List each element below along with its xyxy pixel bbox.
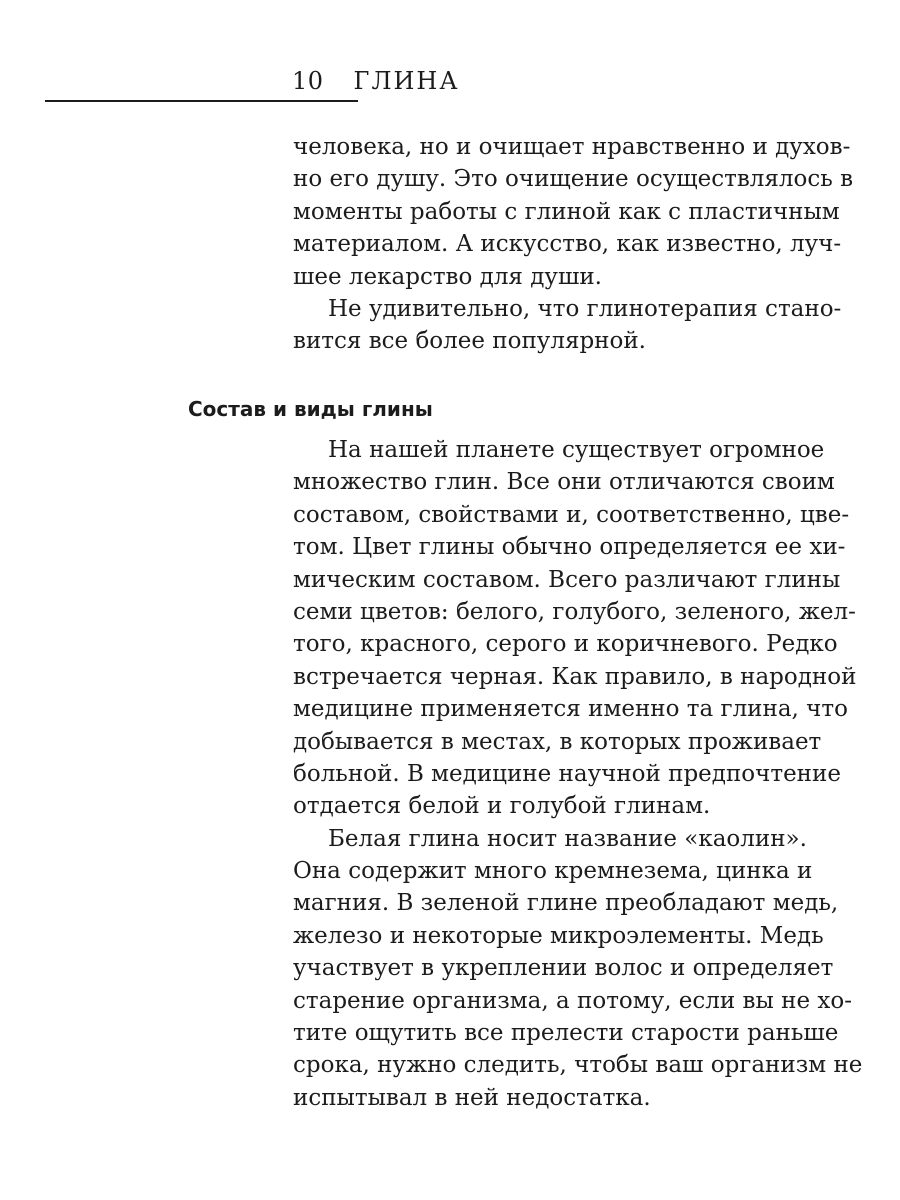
text-line: мическим составом. Всего различают глины bbox=[293, 566, 841, 593]
text-line: человека, но и очищает нравственно и духов- bbox=[293, 134, 851, 160]
text-line: шее лекарство для души. bbox=[293, 263, 602, 290]
paragraph bbox=[293, 434, 857, 823]
text-line: железо и некоторые микроэлементы. Медь bbox=[293, 922, 824, 949]
text-line: того, красного, серого и коричневого. Редко bbox=[293, 631, 838, 658]
paragraph bbox=[293, 293, 842, 358]
text-line: медицине применяется именно та глина, что bbox=[293, 696, 848, 723]
text-line: тите ощутить все прелести старости раньше bbox=[293, 1020, 839, 1047]
text-line: отдается белой и голубой глинам. bbox=[293, 793, 711, 820]
header-rule bbox=[45, 100, 358, 102]
text-line: испытывал в ней недостатка. bbox=[293, 1084, 651, 1111]
text-line: Белая глина носит название «каолин». bbox=[328, 825, 807, 852]
text-line: множество глин. Все они отличаются своим bbox=[293, 469, 835, 496]
paragraph bbox=[293, 823, 863, 1115]
text-line: больной. В медицине научной предпочтение bbox=[293, 760, 841, 787]
page-number: 10 bbox=[292, 67, 324, 95]
text-line: добывается в местах, в которых проживает bbox=[293, 728, 822, 755]
intro-text bbox=[293, 131, 854, 358]
running-head bbox=[292, 66, 460, 96]
text-line: участвует в укреплении волос и определяет bbox=[293, 955, 834, 982]
text-line: том. Цвет глины обычно определяется ее хи- bbox=[293, 534, 846, 561]
text-line: Она содержит много кремнезема, цинка и bbox=[293, 858, 813, 885]
paragraph bbox=[293, 131, 854, 293]
text-line: семи цветов: белого, голубого, зеленого, жел- bbox=[293, 598, 856, 625]
text-line: Не удивительно, что глинотерапия стано- bbox=[328, 295, 842, 322]
text-line: На нашей планете существует огромное bbox=[328, 437, 825, 463]
text-line: вится все более популярной. bbox=[293, 328, 646, 355]
text-line: составом, свойствами и, соответственно, цве- bbox=[293, 501, 850, 528]
section-text bbox=[293, 434, 863, 1114]
text-line: моменты работы с глиной как с пластичным bbox=[293, 198, 840, 225]
text-line: старение организма, а потому, если вы не хо- bbox=[293, 987, 852, 1014]
text-line: встречается черная. Как правило, в народной bbox=[293, 663, 857, 690]
section-heading: Состав и виды глины bbox=[188, 397, 433, 421]
text-line: материалом. А искусство, как известно, луч- bbox=[293, 231, 842, 258]
text-line: срока, нужно следить, чтобы ваш организм не bbox=[293, 1052, 863, 1079]
text-line: но его душу. Это очищение осуществлялось в bbox=[293, 166, 854, 193]
chapter-title: ГЛИНА bbox=[353, 67, 460, 95]
text-line: магния. В зеленой глине преобладают медь, bbox=[293, 890, 839, 917]
